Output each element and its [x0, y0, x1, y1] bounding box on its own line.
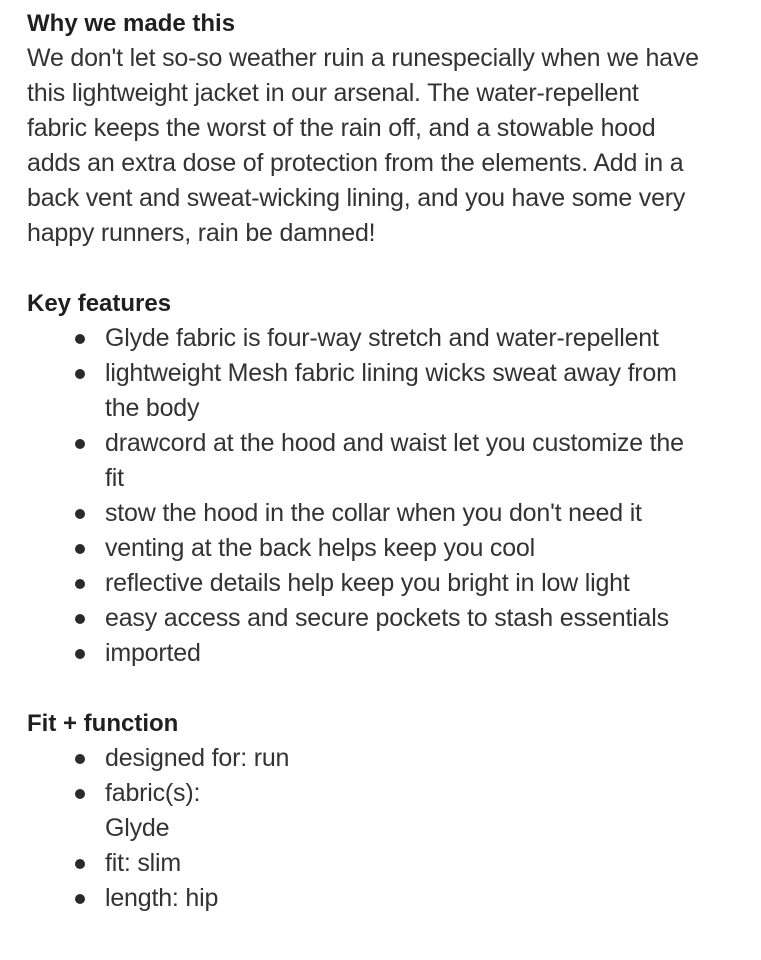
bullet-icon [75, 334, 85, 344]
bullet-icon [75, 754, 85, 764]
bullet-icon [75, 789, 85, 799]
list-item: length: hip [27, 881, 734, 916]
paragraph-line: adds an extra dose of protection from the elements. Add in a [27, 149, 684, 177]
list-item: Glyde fabric is four-way stretch and water-repellent [27, 321, 734, 356]
bullet-icon [75, 649, 85, 659]
section-spacer [27, 251, 734, 286]
list-item: imported [27, 636, 734, 671]
paragraph-line: fabric keeps the worst of the rain off, and a stowable hood [27, 114, 656, 142]
paragraph-line: this lightweight jacket in our arsenal. The water-repellent [27, 79, 639, 107]
key-features-list [27, 321, 734, 671]
bullet-icon [75, 369, 85, 379]
bullet-icon [75, 544, 85, 554]
fit-function-heading: Fit + function [27, 710, 179, 737]
bullet-icon [75, 439, 85, 449]
paragraph-line: We don't let so-so weather ruin a runespecially when we have [27, 44, 699, 72]
key-features-heading: Key features [27, 290, 172, 317]
why-we-made-this-heading: Why we made this [27, 10, 236, 37]
list-item: venting at the back helps keep you cool [27, 531, 734, 566]
paragraph-line: happy runners, rain be damned! [27, 219, 376, 247]
list-item: reflective details help keep you bright in low light [27, 566, 734, 601]
list-item: lightweight Mesh fabric lining wicks sweat away from the body [27, 356, 734, 426]
list-item: designed for: run [27, 741, 734, 776]
paragraph-line: back vent and sweat-wicking lining, and you have some very [27, 184, 686, 212]
fit-function-list [27, 741, 734, 916]
bullet-icon [75, 579, 85, 589]
list-item: drawcord at the hood and waist let you customize the fit [27, 426, 734, 496]
bullet-icon [75, 509, 85, 519]
list-item: easy access and secure pockets to stash essentials [27, 601, 734, 636]
bullet-icon [75, 894, 85, 904]
list-item: fabric(s): Glyde [27, 776, 734, 846]
why-we-made-this-paragraph [27, 41, 734, 251]
list-item: fit: slim [27, 846, 734, 881]
list-item: stow the hood in the collar when you don't need it [27, 496, 734, 531]
section-spacer [27, 671, 734, 706]
bullet-icon [75, 614, 85, 624]
bullet-icon [75, 859, 85, 869]
